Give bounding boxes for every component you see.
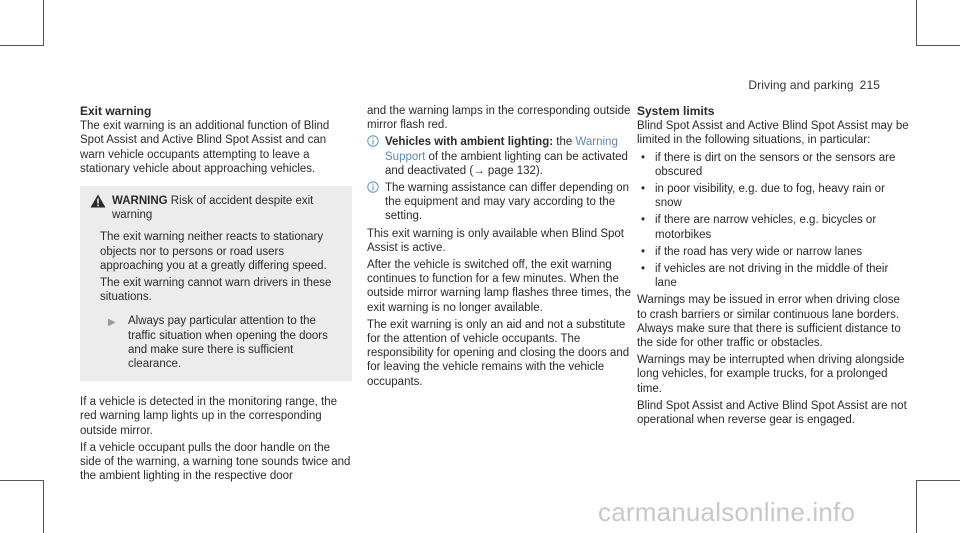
info-text: the	[553, 136, 576, 149]
bullet-icon: •	[641, 214, 646, 227]
body-paragraph: If a vehicle is detected in the monitoring range, the red warning lamp lights up in the corresponding outside mirror.	[80, 396, 337, 437]
column-exit-warning	[80, 104, 352, 486]
list-item	[637, 151, 909, 179]
crop-mark	[916, 480, 960, 481]
info-text: of the ambient lighting can be activated and deactivated (→ page 132).	[385, 150, 628, 177]
info-icon	[367, 135, 385, 178]
crop-mark	[916, 480, 917, 533]
bullet-icon: •	[641, 151, 646, 164]
list-item	[637, 182, 909, 210]
body-paragraph: This exit warning is only available when Blind Spot Assist is active.	[367, 227, 624, 254]
info-note	[367, 135, 639, 178]
page-header	[748, 78, 880, 92]
intro-paragraph: The exit warning is an additional function of Blind Spot Assist and Active Blind Spot Assist and can warn vehicle occupants attempting to leave a stationary vehicle about approaching vehicles.	[80, 120, 330, 175]
body-paragraph: If a vehicle occupant pulls the door handle on the side of the warning, a warning tone sounds twice and the ambient lighting in the respective door	[80, 441, 351, 483]
crop-mark	[916, 0, 917, 46]
warning-label: WARNING	[112, 195, 168, 208]
list-item	[637, 213, 909, 241]
list-item-text: if there is dirt on the sensors or the sensors are obscured	[655, 151, 896, 178]
limits-list	[637, 151, 909, 291]
action-item	[100, 314, 342, 371]
bullet-icon: •	[641, 245, 646, 258]
warning-support-link[interactable]: Warning Support	[385, 136, 618, 163]
body-paragraph: Blind Spot Assist and Active Blind Spot Assist are not operational when reverse gear is engaged.	[637, 399, 907, 427]
warning-paragraph: The exit warning neither reacts to stationary objects nor to persons or road users approaching you at a greatly differing speed.	[100, 231, 327, 272]
info-icon	[367, 181, 385, 224]
crop-mark	[916, 45, 960, 46]
crop-mark	[43, 480, 44, 533]
warning-triangle-icon	[90, 194, 112, 212]
bullet-icon: •	[641, 183, 646, 196]
section-title: Driving and parking	[748, 78, 854, 92]
info-text: The warning assistance can differ depending on the equipment and may vary according to the setting.	[385, 182, 630, 223]
list-item-text: in poor visibility, e.g. due to fog, heavy rain or snow	[655, 183, 885, 210]
body-paragraph: Warnings may be issued in error when driving close to crash barriers or similar continuous lane borders. Always make sure that there is sufficient distance to the side for other traffic or obstacles.	[637, 294, 901, 350]
list-item-text: if vehicles are not driving in the middle of their lane	[655, 263, 889, 290]
warning-title	[90, 194, 342, 222]
section-heading: System limits	[637, 104, 715, 118]
body-paragraph: The exit warning is only an aid and not a substitute for the attention of vehicle occupants. The responsibility for opening and closing the doors and for leaving the vehicle remains with the vehicle occupants.	[367, 318, 630, 388]
body-paragraph: Warnings may be interrupted when driving alongside long vehicles, for example trucks, for a prolonged time.	[637, 354, 905, 395]
watermark: carmanualsonline.info	[598, 497, 856, 527]
list-item-text: if the road has very wide or narrow lanes	[655, 245, 863, 258]
section-heading: Exit warning	[80, 104, 152, 118]
action-text: Always pay particular attention to the traffic situation when opening the doors and make sure there is sufficient clearance.	[128, 315, 328, 371]
list-item	[637, 262, 909, 290]
list-item	[637, 245, 909, 259]
intro-paragraph: Blind Spot Assist and Active Blind Spot Assist may be limited in the following situations, in particular:	[637, 120, 909, 147]
crop-mark	[0, 45, 44, 46]
body-paragraph: and the warning lamps in the corresponding outside mirror flash red.	[367, 105, 631, 132]
column-system-limits	[637, 104, 909, 430]
warning-paragraph: The exit warning cannot warn drivers in these situations.	[100, 277, 332, 304]
page-number: 215	[859, 78, 880, 92]
warning-box	[80, 186, 352, 381]
arrow-right-icon: ▶	[108, 317, 116, 329]
list-item-text: if there are narrow vehicles, e.g. bicycles or motorbikes	[655, 214, 877, 241]
bullet-icon: •	[641, 263, 646, 276]
body-paragraph: After the vehicle is switched off, the exit warning continues to function for a few minutes. When the outside mirror warning lamp flashes three times, the exit warning is no longer available.	[367, 259, 631, 314]
column-exit-warning-continued	[367, 104, 639, 392]
warning-heading: Risk of accident despite exit warning	[112, 195, 314, 222]
crop-mark	[43, 0, 44, 46]
crop-mark	[0, 480, 44, 481]
info-bold-label: Vehicles with ambient lighting:	[385, 136, 554, 149]
info-note	[367, 181, 639, 224]
